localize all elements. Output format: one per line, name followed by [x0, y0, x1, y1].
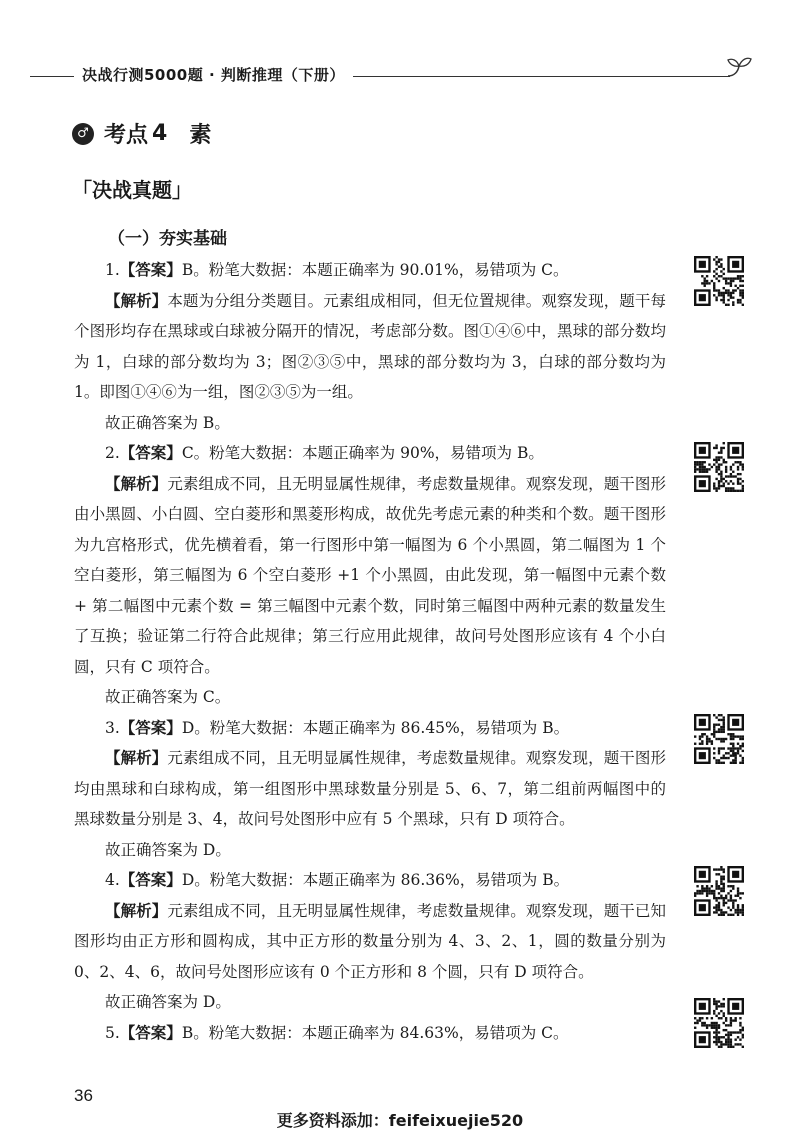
sprout-icon [724, 54, 754, 80]
answer-line [74, 1018, 666, 1049]
answer-label: 【答案】 [119, 444, 182, 462]
final-answer: 故正确答案为 B。 [105, 413, 230, 432]
page-number: 36 [74, 1086, 93, 1105]
answer-text: B。粉笔大数据：本题正确率为 90.01%，易错项为 C。 [181, 261, 569, 279]
analysis-label: 【解析】 [105, 291, 168, 310]
item-number: 2. [105, 444, 120, 462]
analysis-text: 元素组成不同，且无明显属性规律，考虑数量规律。观察发现，题干图形由小黑圆、小白圆、空白菱形和黑菱形构成，故优先考虑元素的种类和个数。题干图形为九宫格形式，优先横着看，第一行图形中第一幅图为 6 个小黑圆，第二幅图为 1 个空白菱形，第三幅图为 6 个空白菱形 +1 个小黑圆，由此发现，第一幅图中元素个数 + 第二幅图中元素个数 = 第三幅图中元素个数，同时第三幅图中两种元素的数量发生了互换；验证第二行符合此规律；第三行应用此规律，故问号处图形应该有 4 个小白圆，只有 C 项符合。 [74, 474, 666, 676]
item-number: 4. [105, 871, 120, 889]
answer-label: 【答案】 [119, 718, 182, 737]
analysis-text: 本题为分组分类题目。元素组成相同，但无位置规律。观察发现，题干每个图形均存在黑球或白球被分隔开的情况，考虑部分数。图①④⑥中，黑球的部分数均为 1，白球的部分数均为 3；图②③⑤中，黑球的部分数均为 3，白球的部分数均为 1。即图①④⑥为一组，图②③⑤为一组。 [74, 291, 666, 401]
qr-code-icon[interactable] [694, 714, 744, 764]
answer-text: C。粉笔大数据：本题正确率为 90%，易错项为 B。 [181, 444, 544, 462]
qr-code-icon[interactable] [694, 442, 744, 492]
analysis-label: 【解析】 [105, 474, 168, 493]
answer-content [74, 255, 666, 1048]
answer-text: D。粉笔大数据：本题正确率为 86.45%，易错项为 B。 [181, 718, 570, 737]
analysis-text: 元素组成不同，且无明显属性规律，考虑数量规律。观察发现，题干图形均由黑球和白球构成，第一组图形中黑球数量分别是 5、6、7，第二组前两幅图中的黑球数量分别是 3、4，故问号处图形中应有 5 个黑球，只有 D 项符合。 [74, 749, 666, 828]
answer-label: 【答案】 [119, 1023, 182, 1042]
analysis-paragraph [74, 469, 666, 683]
kaodian-name: 素 [189, 123, 212, 148]
male-sign-icon: ♂ [72, 123, 94, 145]
answer-line [74, 255, 666, 286]
answer-label: 【答案】 [119, 261, 182, 279]
analysis-label: 【解析】 [105, 901, 168, 920]
answer-text: D。粉笔大数据：本题正确率为 86.36%，易错项为 B。 [181, 871, 570, 889]
analysis-text: 元素组成不同，且无明显属性规律，考虑数量规律。观察发现，题干已知图形均由正方形和圆构成，其中正方形的数量分别为 4、3、2、1，圆的数量分别为 0、2、4、6，故问号处图形应该有 0 个正方形和 8 个圆，只有 D 项符合。 [74, 901, 666, 981]
answer-label: 【答案】 [119, 871, 182, 889]
final-answer: 故正确答案为 D。 [105, 840, 231, 859]
analysis-paragraph [74, 743, 666, 835]
analysis-label: 【解析】 [105, 749, 168, 767]
answer-line [74, 865, 666, 896]
answer-text: B。粉笔大数据：本题正确率为 84.63%，易错项为 C。 [181, 1023, 569, 1042]
qr-code-icon[interactable] [694, 998, 744, 1048]
section-heading: （一）夯实基础 [108, 229, 227, 249]
item-number: 1. [105, 261, 120, 279]
final-answer: 故正确答案为 D。 [105, 993, 231, 1011]
analysis-paragraph [74, 896, 666, 988]
final-answer: 故正确答案为 C。 [105, 688, 231, 706]
analysis-paragraph [74, 286, 666, 408]
zhenti-heading: 「决战真题」 [72, 178, 192, 202]
item-number: 5. [105, 1023, 120, 1042]
kaodian-number: 4 [152, 121, 168, 146]
running-header: 决战行测5000题 · 判断推理（下册） [74, 64, 353, 85]
footer-note: 更多资料添加：feifeixuejie520 [276, 1111, 524, 1130]
qr-code-icon[interactable] [694, 866, 744, 916]
qr-code-icon[interactable] [694, 256, 744, 306]
kaodian-heading [72, 118, 211, 149]
item-number: 3. [105, 718, 120, 737]
answer-line [74, 713, 666, 744]
answer-line [74, 438, 666, 469]
kaodian-label: 考点 [104, 123, 149, 148]
